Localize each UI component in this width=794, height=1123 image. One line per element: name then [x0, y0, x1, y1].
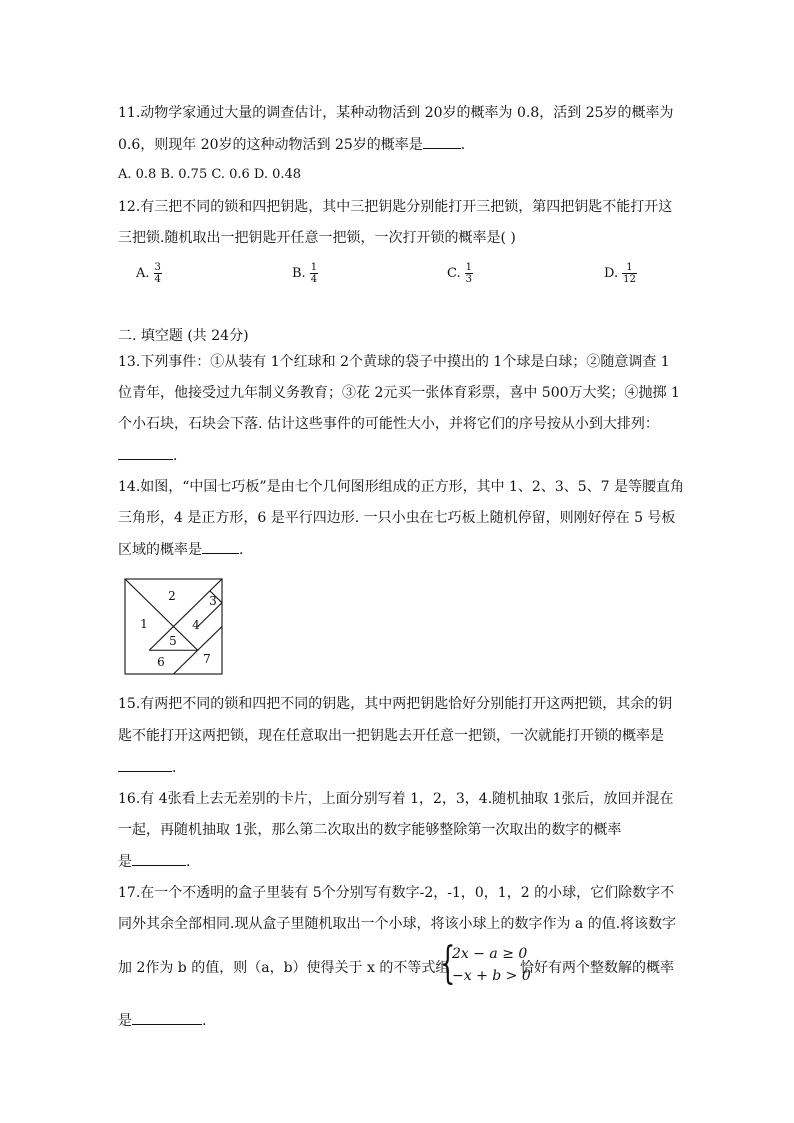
q11-options: A. 0.8 B. 0.75 C. 0.6 D. 0.48 [118, 167, 302, 182]
q17-line-2: 同外其余全部相同.现从盒子里随机取出一个小球，将该小球上的数字作为 a 的值.将该数字 [118, 916, 677, 932]
q15-line-3 [118, 757, 176, 778]
q13-line-4 [118, 445, 177, 466]
q14-answer-blank[interactable] [202, 539, 239, 554]
q12-option-b-denominator: 4 [310, 274, 318, 285]
section-heading: 二. 填空题 (共 24分) [118, 328, 249, 344]
q15-answer-blank[interactable] [118, 757, 172, 772]
q12-option-a-fraction [154, 262, 162, 285]
q17-text: 是 [118, 1013, 132, 1029]
q12-option-a-numerator: 3 [154, 262, 161, 273]
tangram-edge-2 [149, 579, 222, 650]
q13-answer-blank[interactable] [118, 445, 173, 460]
q17-line-3b: 恰好有两个整数解的概率 [520, 960, 674, 976]
q14-line-3 [118, 539, 243, 560]
tangram-label-5: 5 [169, 634, 177, 648]
q16-line-3 [118, 851, 190, 872]
q13-period: . [173, 448, 178, 464]
q12-option-d [604, 262, 637, 285]
q15-period: . [172, 760, 177, 776]
q14-line-2: 三角形，4 是正方形，6 是平行四边形. 一只小虫在七巧板上随机停留，则刚好停在 5 号板 [118, 510, 676, 526]
inequality-system [440, 938, 531, 990]
q11-line-2 [118, 134, 465, 155]
inequality-1: 2x − a ≥ 0 [452, 946, 528, 962]
tangram-label-4: 4 [192, 618, 200, 632]
q11-period: . [460, 137, 466, 153]
q12-option-a-label: A. [136, 266, 150, 281]
q16-line-1: 16.有 4张看上去无差别的卡片，上面分别写着 1，2，3，4.随机抽取 1张后，放回并混在 [118, 791, 674, 807]
q17-period: . [202, 1013, 207, 1029]
q12-option-d-label: D. [604, 266, 619, 281]
tangram-label-3: 3 [209, 594, 217, 608]
q16-text: 是 [118, 854, 132, 870]
tangram-label-1: 1 [140, 617, 148, 631]
q12-option-a [136, 262, 162, 285]
q12-option-b-fraction [310, 262, 318, 285]
q12-option-c-fraction [465, 262, 473, 285]
q15-line-2: 匙不能打开这两把锁，现在任意取出一把钥匙去开任意一把锁，一次就能打开锁的概率是 [118, 728, 664, 744]
q16-line-2: 一起，再随机抽取 1张，那么第二次取出的数字能够整除第一次取出的数字的概率 [118, 822, 622, 838]
q12-option-d-numerator: 1 [622, 262, 637, 274]
q12-option-d-fraction [622, 262, 637, 285]
q16-answer-blank[interactable] [132, 851, 186, 866]
q12-option-c [447, 262, 473, 285]
q11-line-1: 11.动物学家通过大量的调查估计，某种动物活到 20岁的概率为 0.8，活到 25岁的概率为 [118, 105, 674, 121]
tangram-label-7: 7 [203, 652, 211, 666]
q12-option-c-denominator: 3 [465, 274, 472, 285]
q11-answer-blank[interactable] [423, 134, 461, 149]
tangram-edge-1 [125, 579, 174, 627]
q12-option-c-label: C. [447, 266, 461, 281]
q17-line-4 [118, 1010, 206, 1031]
q12-line-2: 三把锁.随机取出一把钥匙开任意一把锁，一次打开锁的概率是( ) [118, 230, 516, 246]
tangram-label-6: 6 [157, 655, 165, 669]
q11-text: 0.6，则现年 20岁的这种动物活到 25岁的概率是 [118, 137, 423, 153]
q14-text: 区域的概率是 [118, 542, 202, 558]
q12-option-b [292, 262, 318, 285]
q17-answer-blank[interactable] [132, 1010, 202, 1025]
q14-line-1: 14.如图，“中国七巧板”是由七个几何图形组成的正方形，其中 1、2、3、5、7 是等腰直角 [118, 479, 685, 495]
q12-option-a-denominator: 4 [154, 274, 161, 285]
q17-line-1: 17.在一个不透明的盒子里装有 5个分别写有数字-2，-1，0，1，2 的小球，它们除数字不 [118, 885, 675, 901]
q12-option-c-numerator: 1 [465, 262, 472, 273]
q12-option-b-numerator: 1 [310, 262, 318, 273]
q15-line-1: 15.有两把不同的锁和四把不同的钥匙，其中两把钥匙恰好分别能打开这两把锁，其余的钥 [118, 696, 673, 712]
inequality-2: −x + b > 0 [452, 968, 531, 984]
q13-line-3: 个小石块，石块会下落. 估计这些事件的可能性大小，并将它们的序号按从小到大排列： [118, 416, 659, 432]
tangram-label-2: 2 [168, 589, 176, 603]
q16-period: . [186, 854, 191, 870]
q12-line-1: 12.有三把不同的锁和四把钥匙，其中三把钥匙分别能打开三把锁，第四把钥匙不能打开这 [118, 199, 673, 215]
q13-line-2: 位青年，他接受过九年制义务教育；③花 2元买一张体育彩票，喜中 500万大奖；④抛掷 1 [118, 385, 680, 401]
inequality-brace: { [440, 938, 456, 989]
tangram-figure [124, 578, 224, 676]
q17-line-3a: 加 2作为 b 的值，则（a，b）使得关于 x 的不等式组 [118, 960, 450, 976]
q14-period: . [239, 542, 244, 558]
q12-option-b-label: B. [292, 266, 306, 281]
q12-option-d-denominator: 12 [623, 274, 636, 285]
q13-line-1: 13.下列事件：①从装有 1个红球和 2个黄球的袋子中摸出的 1个球是白球；②随意调查 1 [118, 354, 670, 370]
